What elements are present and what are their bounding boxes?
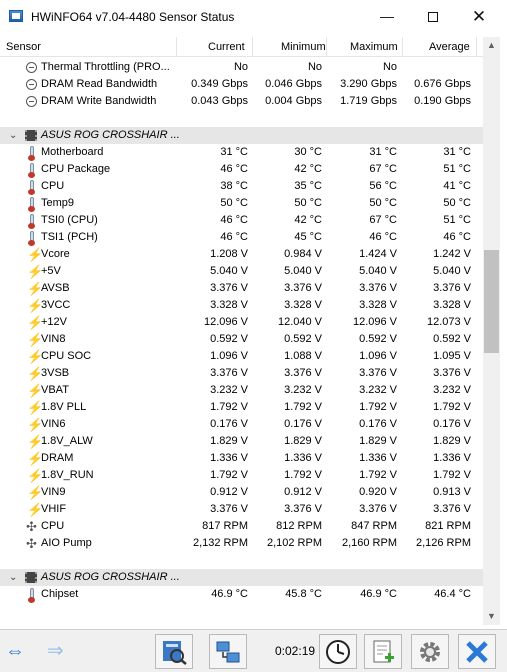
sensor-group-label: ASUS ROG CROSSHAIR ... (41, 129, 180, 141)
sensor-row[interactable] (0, 382, 483, 399)
value-average: 0.190 Gbps (414, 95, 471, 107)
value-maximum: 0.176 V (359, 418, 397, 430)
value-maximum: 3.232 V (359, 384, 397, 396)
value-minimum: 0.912 V (284, 486, 322, 498)
value-maximum: 1.792 V (359, 469, 397, 481)
sensor-label: CPU Package (41, 163, 111, 175)
sensor-row[interactable] (0, 348, 483, 365)
sensor-row[interactable] (0, 450, 483, 467)
expand-collapse-arrows-icon[interactable]: ⇔ (5, 640, 25, 662)
value-average: 31 °C (443, 146, 471, 158)
value-current: 1.792 V (210, 401, 248, 413)
value-maximum: 5.040 V (359, 265, 397, 277)
bolt-icon: ⚡ (27, 383, 44, 398)
sensor-row[interactable] (0, 433, 483, 450)
value-current: 1.792 V (210, 469, 248, 481)
sensor-row[interactable] (0, 399, 483, 416)
thermometer-icon (30, 163, 34, 176)
column-header-average[interactable]: Average (429, 41, 470, 53)
value-average: 51 °C (443, 163, 471, 175)
sensor-row[interactable] (0, 365, 483, 382)
close-button[interactable]: ✕ (471, 7, 487, 26)
fan-icon: ✣ (26, 536, 37, 551)
value-current: 0.592 V (210, 333, 248, 345)
value-minimum: 0.592 V (284, 333, 322, 345)
column-header-minimum[interactable]: Minimum (281, 41, 326, 53)
value-current: 46 °C (220, 163, 248, 175)
sensor-row[interactable] (0, 212, 483, 229)
value-current: 12.096 V (203, 316, 248, 328)
value-current: 38 °C (220, 180, 248, 192)
sensor-label: VIN8 (41, 333, 66, 345)
value-minimum: 3.376 V (284, 367, 322, 379)
sensor-row[interactable] (0, 161, 483, 178)
value-current: 817 RPM (202, 520, 248, 532)
value-minimum: 1.088 V (284, 350, 322, 362)
value-minimum: 5.040 V (284, 265, 322, 277)
sensor-group-row[interactable] (0, 127, 483, 144)
sensor-row[interactable] (0, 280, 483, 297)
report-button[interactable] (155, 634, 193, 669)
value-current: 31 °C (220, 146, 248, 158)
value-average: 5.040 V (433, 265, 471, 277)
column-header-maximum[interactable]: Maximum (350, 41, 398, 53)
column-divider[interactable] (402, 37, 403, 57)
close-x-icon (464, 639, 490, 665)
sensor-label: 1.8V PLL (41, 401, 87, 413)
value-average: 3.376 V (433, 367, 471, 379)
value-minimum: 812 RPM (276, 520, 322, 532)
gear-icon (417, 639, 443, 665)
elapsed-time: 0:02:19 (275, 644, 316, 658)
bolt-icon: ⚡ (27, 281, 44, 296)
value-current: 0.176 V (210, 418, 248, 430)
bolt-icon: ⚡ (27, 315, 44, 330)
value-average: 1.336 V (433, 452, 471, 464)
collapse-toggle-icon[interactable]: ⌄ (9, 572, 18, 583)
network-icon (215, 639, 241, 665)
bolt-icon: ⚡ (27, 366, 44, 381)
thermometer-icon (30, 180, 34, 193)
maximize-icon (428, 12, 438, 22)
value-maximum: 2,160 RPM (341, 537, 397, 549)
value-minimum: 1.792 V (284, 469, 322, 481)
chip-icon (25, 130, 37, 141)
bolt-icon: ⚡ (27, 349, 44, 364)
value-minimum: 12.040 V (277, 316, 322, 328)
bolt-icon: ⚡ (27, 298, 44, 313)
circle-icon (26, 62, 37, 73)
column-header-current[interactable]: Current (208, 41, 245, 53)
sensor-label: CPU (41, 180, 65, 192)
circle-icon (26, 79, 37, 90)
table-spacer-row (0, 552, 483, 569)
value-minimum: 1.336 V (284, 452, 322, 464)
bolt-icon: ⚡ (27, 332, 44, 347)
value-average: 0.913 V (433, 486, 471, 498)
network-button[interactable] (209, 634, 247, 669)
sensor-row[interactable] (0, 484, 483, 501)
value-average: 3.232 V (433, 384, 471, 396)
column-header-sensor[interactable]: Sensor (6, 41, 41, 53)
value-average: 46.4 °C (434, 588, 471, 600)
value-maximum: 3.376 V (359, 282, 397, 294)
value-maximum: 847 RPM (351, 520, 397, 532)
maximize-button[interactable] (410, 0, 456, 34)
sensor-label: +12V (41, 316, 67, 328)
thermometer-icon (30, 588, 34, 601)
sensor-label: +5V (41, 265, 61, 277)
value-average: 0.176 V (433, 418, 471, 430)
value-minimum: 3.376 V (284, 282, 322, 294)
value-maximum: 0.592 V (359, 333, 397, 345)
window-border (500, 34, 507, 630)
sensor-label: DRAM Read Bandwidth (41, 78, 158, 90)
value-average: 51 °C (443, 214, 471, 226)
value-maximum: 3.290 Gbps (340, 78, 397, 90)
value-maximum: 3.376 V (359, 503, 397, 515)
value-minimum: 0.004 Gbps (265, 95, 322, 107)
logging-button[interactable] (364, 634, 402, 669)
sensor-row[interactable] (0, 144, 483, 161)
sensor-label: AIO Pump (41, 537, 92, 549)
value-minimum: 0.984 V (284, 248, 322, 260)
value-average: 1.829 V (433, 435, 471, 447)
value-current: 5.040 V (210, 265, 248, 277)
bolt-icon: ⚡ (27, 434, 44, 449)
value-current: No (233, 61, 248, 73)
minimize-button[interactable]: — (380, 8, 394, 24)
value-average: 1.242 V (433, 248, 471, 260)
bolt-icon: ⚡ (27, 502, 44, 517)
sensor-label: AVSB (41, 282, 70, 294)
sensor-label: DRAM Write Bandwidth (41, 95, 157, 107)
value-maximum: 46 °C (369, 231, 397, 243)
bolt-icon: ⚡ (27, 485, 44, 500)
exit-button[interactable] (458, 634, 496, 669)
report-icon (161, 639, 187, 665)
sensor-row[interactable] (0, 246, 483, 263)
value-current: 3.376 V (210, 503, 248, 515)
value-minimum: 42 °C (294, 163, 322, 175)
sensor-label: Thermal Throttling (PRO... (41, 61, 170, 73)
window-title: HWiNFO64 v7.04-4480 Sensor Status (31, 10, 235, 24)
value-average: 1.792 V (433, 401, 471, 413)
value-current: 2,132 RPM (192, 537, 248, 549)
value-minimum: 3.328 V (284, 299, 322, 311)
bolt-icon: ⚡ (27, 468, 44, 483)
value-minimum: 30 °C (294, 146, 322, 158)
value-maximum: 46.9 °C (360, 588, 397, 600)
app-icon (9, 10, 23, 22)
sensor-row[interactable] (0, 76, 483, 93)
value-maximum: 56 °C (369, 180, 397, 192)
sensor-row[interactable] (0, 178, 483, 195)
thermometer-icon (30, 231, 34, 244)
sensor-row[interactable] (0, 297, 483, 314)
fan-icon: ✣ (26, 519, 37, 534)
value-minimum: No (307, 61, 322, 73)
clock-icon (325, 639, 351, 665)
sensor-label: TSI0 (CPU) (41, 214, 98, 226)
sensor-group-row[interactable] (0, 569, 483, 586)
sensor-label: 3VCC (41, 299, 71, 311)
vertical-scrollbar[interactable] (483, 37, 500, 625)
sensor-row[interactable] (0, 314, 483, 331)
sensor-row[interactable] (0, 263, 483, 280)
value-maximum: 3.328 V (359, 299, 397, 311)
value-maximum: 50 °C (369, 197, 397, 209)
chip-icon (25, 572, 37, 583)
value-minimum: 3.232 V (284, 384, 322, 396)
value-current: 3.328 V (210, 299, 248, 311)
value-current: 46 °C (220, 214, 248, 226)
sensor-label: CPU SOC (41, 350, 92, 362)
collapse-toggle-icon[interactable]: ⌄ (9, 130, 18, 141)
table-header (0, 37, 483, 57)
value-current: 1.096 V (210, 350, 248, 362)
column-divider[interactable] (252, 37, 253, 57)
column-divider[interactable] (326, 37, 327, 57)
value-average: 3.328 V (433, 299, 471, 311)
value-average: 3.376 V (433, 282, 471, 294)
value-average: 12.073 V (426, 316, 471, 328)
log-file-add-icon (370, 639, 396, 665)
sensor-row[interactable] (0, 467, 483, 484)
bolt-icon: ⚡ (27, 247, 44, 262)
value-minimum: 35 °C (294, 180, 322, 192)
value-minimum: 1.829 V (284, 435, 322, 447)
value-maximum: 31 °C (369, 146, 397, 158)
bolt-icon: ⚡ (27, 264, 44, 279)
navigate-arrows-icon[interactable]: ⇒ (47, 640, 64, 662)
sensor-label: DRAM (41, 452, 74, 464)
sensor-label: Vcore (41, 248, 70, 260)
title-bar (0, 0, 507, 34)
sensor-row[interactable] (0, 586, 483, 603)
column-divider[interactable] (476, 37, 477, 57)
scrollbar-thumb[interactable] (484, 250, 499, 353)
value-maximum: No (382, 61, 397, 73)
settings-button[interactable] (411, 634, 449, 669)
sensor-row[interactable] (0, 331, 483, 348)
sensor-row[interactable] (0, 518, 483, 535)
bottom-toolbar (0, 629, 507, 672)
value-maximum: 67 °C (369, 214, 397, 226)
thermometer-icon (30, 197, 34, 210)
value-average: 0.676 Gbps (414, 78, 471, 90)
value-average: 0.592 V (433, 333, 471, 345)
sensor-row[interactable] (0, 535, 483, 552)
value-minimum: 45 °C (294, 231, 322, 243)
value-current: 46 °C (220, 231, 248, 243)
value-minimum: 1.792 V (284, 401, 322, 413)
value-minimum: 2,102 RPM (266, 537, 322, 549)
value-minimum: 0.046 Gbps (265, 78, 322, 90)
value-current: 0.912 V (210, 486, 248, 498)
value-average: 46 °C (443, 231, 471, 243)
value-average: 41 °C (443, 180, 471, 192)
sensor-label: TSI1 (PCH) (41, 231, 98, 243)
value-maximum: 1.792 V (359, 401, 397, 413)
sensor-row[interactable] (0, 195, 483, 212)
sensor-label: VIN9 (41, 486, 66, 498)
value-current: 1.208 V (210, 248, 248, 260)
value-average: 3.376 V (433, 503, 471, 515)
circle-icon (26, 96, 37, 107)
value-current: 0.349 Gbps (191, 78, 248, 90)
sensor-label: Temp9 (41, 197, 75, 209)
value-maximum: 3.376 V (359, 367, 397, 379)
value-current: 1.829 V (210, 435, 248, 447)
value-maximum: 1.096 V (359, 350, 397, 362)
value-current: 3.376 V (210, 367, 248, 379)
value-maximum: 0.920 V (359, 486, 397, 498)
value-current: 3.376 V (210, 282, 248, 294)
sensor-row[interactable] (0, 501, 483, 518)
value-maximum: 1.829 V (359, 435, 397, 447)
value-current: 46.9 °C (211, 588, 248, 600)
sensor-label: Chipset (41, 588, 79, 600)
sensor-label: VIN6 (41, 418, 66, 430)
sensor-label: VHIF (41, 503, 67, 515)
column-divider[interactable] (176, 37, 177, 57)
sensor-label: VBAT (41, 384, 69, 396)
table-spacer-row (0, 110, 483, 127)
sensor-row[interactable] (0, 93, 483, 110)
scroll-down-icon[interactable]: ▼ (487, 611, 496, 621)
value-current: 3.232 V (210, 384, 248, 396)
value-average: 50 °C (443, 197, 471, 209)
value-minimum: 3.376 V (284, 503, 322, 515)
value-current: 1.336 V (210, 452, 248, 464)
value-minimum: 0.176 V (284, 418, 322, 430)
value-maximum: 1.719 Gbps (340, 95, 397, 107)
sensor-row[interactable] (0, 416, 483, 433)
thermometer-icon (30, 146, 34, 159)
value-minimum: 42 °C (294, 214, 322, 226)
bolt-icon: ⚡ (27, 417, 44, 432)
bolt-icon: ⚡ (27, 451, 44, 466)
sensor-row[interactable] (0, 229, 483, 246)
sensor-table[interactable] (0, 37, 483, 625)
sensor-label: Motherboard (41, 146, 104, 158)
value-minimum: 50 °C (294, 197, 322, 209)
value-maximum: 1.424 V (359, 248, 397, 260)
sensor-label: CPU (41, 520, 65, 532)
value-average: 821 RPM (425, 520, 471, 532)
value-average: 1.792 V (433, 469, 471, 481)
value-minimum: 45.8 °C (285, 588, 322, 600)
value-maximum: 12.096 V (352, 316, 397, 328)
sensor-label: 3VSB (41, 367, 70, 379)
value-current: 50 °C (220, 197, 248, 209)
scroll-up-icon[interactable]: ▲ (487, 40, 496, 50)
value-average: 1.095 V (433, 350, 471, 362)
thermometer-icon (30, 214, 34, 227)
sensor-row[interactable] (0, 59, 483, 76)
bolt-icon: ⚡ (27, 400, 44, 415)
sensor-label: 1.8V_ALW (41, 435, 93, 447)
sensor-label: 1.8V_RUN (41, 469, 94, 481)
value-maximum: 67 °C (369, 163, 397, 175)
value-current: 0.043 Gbps (191, 95, 248, 107)
value-average: 2,126 RPM (415, 537, 471, 549)
reset-timer-button[interactable] (319, 634, 357, 669)
sensor-group-label: ASUS ROG CROSSHAIR ... (41, 571, 180, 583)
value-maximum: 1.336 V (359, 452, 397, 464)
